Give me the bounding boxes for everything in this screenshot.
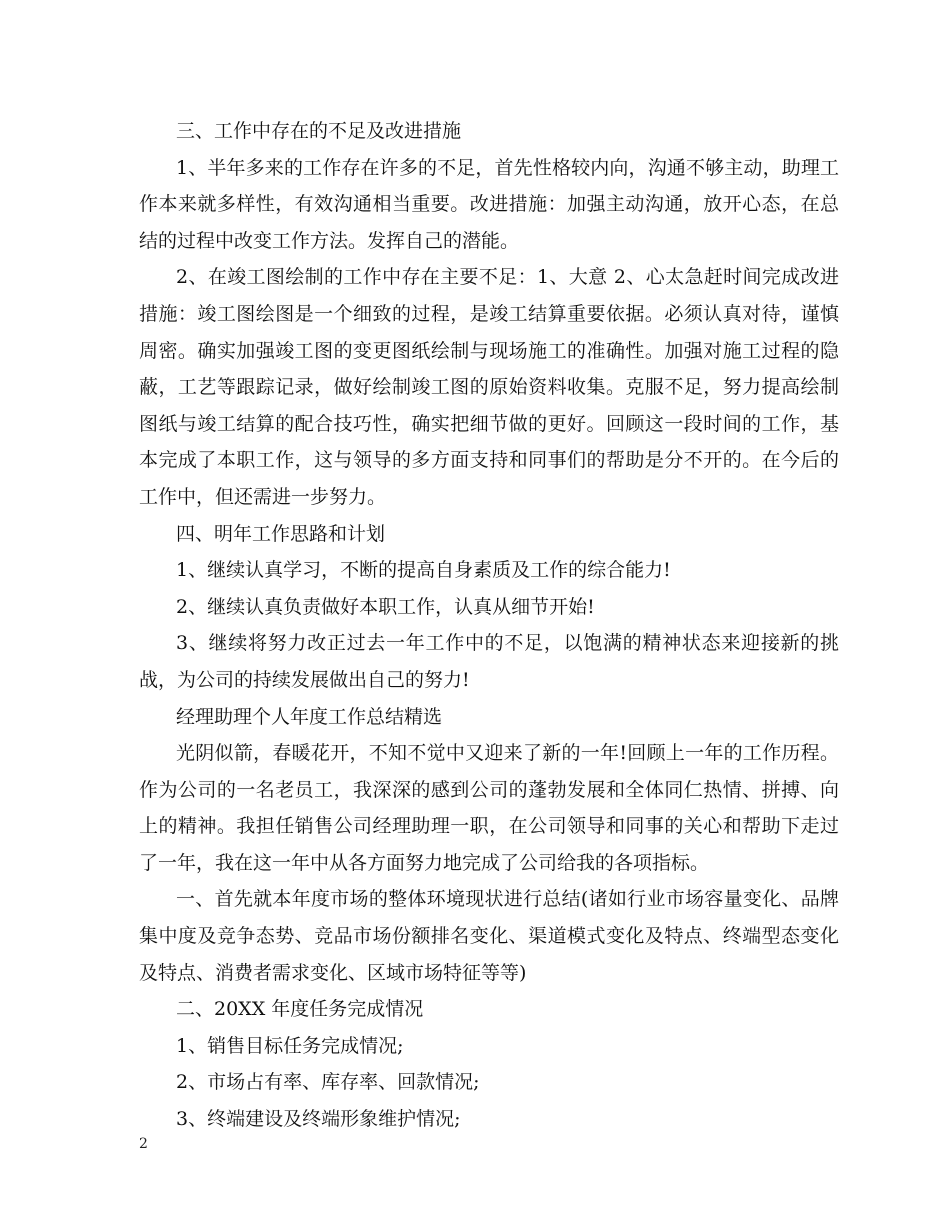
document-body bbox=[139, 113, 839, 1138]
task-item-3: 3、终端建设及终端形象维护情况; bbox=[176, 1108, 461, 1131]
section-heading-task-completion: 二、20XX 年度任务完成情况 bbox=[176, 998, 424, 1021]
plan-item-1: 1、继续认真学习，不断的提高自身素质及工作的综合能力! bbox=[176, 559, 671, 582]
task-item-1: 1、销售目标任务完成情况; bbox=[176, 1034, 404, 1057]
article-title: 经理助理个人年度工作总结精选 bbox=[176, 705, 443, 728]
plan-item-2: 2、继续认真负责做好本职工作，认真从细节开始! bbox=[176, 595, 595, 618]
paragraph-shortcoming-2: 2、在竣工图绘制的工作中存在主要不足：1、大意 2、心太急赶时间完成改进措施：竣工图绘图是一个细致的过程，是竣工结算重要依据。必须认真对待，谨慎周密。确实加强竣工图的变更图纸绘制与现场施工的准确性。加强对施工过程的隐蔽，工艺等跟踪记录，做好绘制竣工图的原始资料收集。克服不足，努力提高绘制图纸与竣工结算的配合技巧性，确实把细节做的更好。回顾这一段时间的工作，基本完成了本职工作，这与领导的多方面支持和同事们的帮助是分不开的。在今后的工作中，但还需进一步努力。 bbox=[139, 266, 839, 508]
section-heading-shortcomings: 三、工作中存在的不足及改进措施 bbox=[176, 120, 462, 142]
task-item-2: 2、市场占有率、库存率、回款情况; bbox=[176, 1071, 480, 1094]
section-heading-next-year-plan: 四、明年工作思路和计划 bbox=[176, 522, 386, 545]
section-heading-market-summary: 一、首先就本年度市场的整体环境现状进行总结(诸如行业市场容量变化、品牌集中度及竞争态势、竞品市场份额排名变化、渠道模式变化及特点、终端型态变化及特点、消费者需求变化、区域市场特征等等) bbox=[139, 888, 839, 984]
plan-item-3: 3、继续将努力改正过去一年工作中的不足，以饱满的精神状态来迎接新的挑战，为公司的持续发展做出自己的努力! bbox=[139, 632, 839, 691]
paragraph-intro: 光阴似箭，春暖花开，不知不觉中又迎来了新的一年!回顾上一年的工作历程。作为公司的一名老员工，我深深的感到公司的蓬勃发展和全体同仁热情、拼搏、向上的精神。我担任销售公司经理助理一职，在公司领导和同事的关心和帮助下走过了一年，我在这一年中从各方面努力地完成了公司给我的各项指标。 bbox=[139, 742, 839, 874]
paragraph-shortcoming-1: 1、半年多来的工作存在许多的不足，首先性格较内向，沟通不够主动，助理工作本来就多样性，有效沟通相当重要。改进措施：加强主动沟通，放开心态，在总结的过程中改变工作方法。发挥自己的潜能。 bbox=[139, 156, 839, 252]
page-number: 2 bbox=[139, 1136, 148, 1152]
